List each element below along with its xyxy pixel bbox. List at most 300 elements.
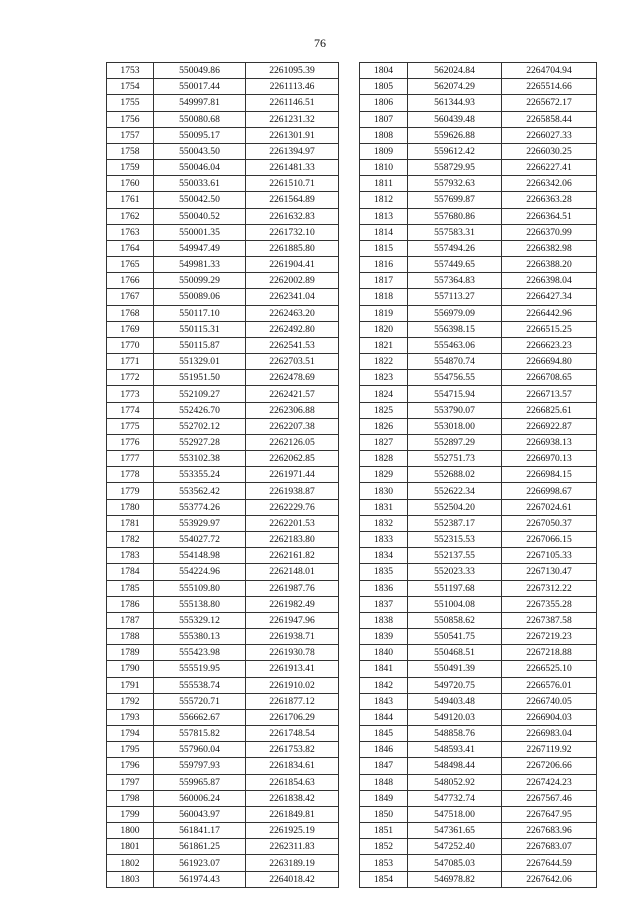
- table-row: [360, 871, 597, 887]
- table-row: [107, 337, 339, 353]
- point-number-cell: 1838: [360, 612, 408, 628]
- table-row: [360, 531, 597, 547]
- x-coordinate-cell: 549403.48: [408, 693, 502, 709]
- y-coordinate-cell: 2267105.33: [502, 548, 597, 564]
- y-coordinate-cell: 2266515.25: [502, 321, 597, 337]
- x-coordinate-cell: 547085.03: [408, 855, 502, 871]
- y-coordinate-cell: 2261510.71: [246, 176, 339, 192]
- x-coordinate-cell: 549720.75: [408, 677, 502, 693]
- point-number-cell: 1769: [107, 321, 154, 337]
- table-row: [107, 418, 339, 434]
- page-number: 76: [314, 36, 326, 50]
- y-coordinate-cell: 2262478.69: [246, 370, 339, 386]
- y-coordinate-cell: 2267387.58: [502, 612, 597, 628]
- x-coordinate-cell: 557680.86: [408, 208, 502, 224]
- table-row: [360, 321, 597, 337]
- point-number-cell: 1809: [360, 143, 408, 159]
- point-number-cell: 1847: [360, 758, 408, 774]
- point-number-cell: 1814: [360, 224, 408, 240]
- point-number-cell: 1840: [360, 645, 408, 661]
- y-coordinate-cell: 2261925.19: [246, 823, 339, 839]
- table-row: [107, 499, 339, 515]
- point-number-cell: 1762: [107, 208, 154, 224]
- y-coordinate-cell: 2261849.81: [246, 806, 339, 822]
- y-coordinate-cell: 2262002.89: [246, 273, 339, 289]
- y-coordinate-cell: 2267050.37: [502, 515, 597, 531]
- x-coordinate-cell: 552387.17: [408, 515, 502, 531]
- x-coordinate-cell: 557494.26: [408, 240, 502, 256]
- table-row: [107, 871, 339, 887]
- y-coordinate-cell: 2267219.23: [502, 629, 597, 645]
- table-row: [360, 693, 597, 709]
- y-coordinate-cell: 2266030.25: [502, 143, 597, 159]
- y-coordinate-cell: 2266364.51: [502, 208, 597, 224]
- x-coordinate-cell: 551951.50: [154, 370, 246, 386]
- table-row: [360, 354, 597, 370]
- y-coordinate-cell: 2266983.04: [502, 726, 597, 742]
- y-coordinate-cell: 2267567.46: [502, 790, 597, 806]
- x-coordinate-cell: 552702.12: [154, 418, 246, 434]
- x-coordinate-cell: 557932.63: [408, 176, 502, 192]
- table-row: [360, 451, 597, 467]
- y-coordinate-cell: 2267024.61: [502, 499, 597, 515]
- table-row: [360, 758, 597, 774]
- table-row: [360, 434, 597, 450]
- y-coordinate-cell: 2266708.65: [502, 370, 597, 386]
- table-row: [107, 580, 339, 596]
- x-coordinate-cell: 552315.53: [408, 531, 502, 547]
- table-row: [107, 257, 339, 273]
- y-coordinate-cell: 2261982.49: [246, 596, 339, 612]
- y-coordinate-cell: 2267424.23: [502, 774, 597, 790]
- y-coordinate-cell: 2266904.03: [502, 709, 597, 725]
- y-coordinate-cell: 2267355.28: [502, 596, 597, 612]
- y-coordinate-cell: 2264018.42: [246, 871, 339, 887]
- x-coordinate-cell: 561841.17: [154, 823, 246, 839]
- coordinates-table-right: [359, 62, 597, 888]
- x-coordinate-cell: 549997.81: [154, 95, 246, 111]
- table-row: [360, 208, 597, 224]
- x-coordinate-cell: 552504.20: [408, 499, 502, 515]
- table-row: [360, 95, 597, 111]
- point-number-cell: 1851: [360, 823, 408, 839]
- x-coordinate-cell: 554027.72: [154, 531, 246, 547]
- x-coordinate-cell: 550858.62: [408, 612, 502, 628]
- x-coordinate-cell: 550095.17: [154, 127, 246, 143]
- table-row: [360, 418, 597, 434]
- x-coordinate-cell: 555463.06: [408, 337, 502, 353]
- point-number-cell: 1827: [360, 434, 408, 450]
- point-number-cell: 1820: [360, 321, 408, 337]
- table-row: [107, 612, 339, 628]
- table-row: [360, 305, 597, 321]
- x-coordinate-cell: 550099.29: [154, 273, 246, 289]
- table-row: [107, 758, 339, 774]
- x-coordinate-cell: 550117.10: [154, 305, 246, 321]
- x-coordinate-cell: 553790.07: [408, 402, 502, 418]
- point-number-cell: 1798: [107, 790, 154, 806]
- point-number-cell: 1848: [360, 774, 408, 790]
- x-coordinate-cell: 547361.65: [408, 823, 502, 839]
- table-row: [107, 855, 339, 871]
- table-row: [360, 790, 597, 806]
- point-number-cell: 1812: [360, 192, 408, 208]
- point-number-cell: 1760: [107, 176, 154, 192]
- x-coordinate-cell: 550080.68: [154, 111, 246, 127]
- point-number-cell: 1765: [107, 257, 154, 273]
- x-coordinate-cell: 548052.92: [408, 774, 502, 790]
- y-coordinate-cell: 2267312.22: [502, 580, 597, 596]
- point-number-cell: 1845: [360, 726, 408, 742]
- y-coordinate-cell: 2267218.88: [502, 645, 597, 661]
- table-row: [107, 289, 339, 305]
- table-row: [107, 224, 339, 240]
- table-row: [360, 612, 597, 628]
- point-number-cell: 1817: [360, 273, 408, 289]
- x-coordinate-cell: 557449.65: [408, 257, 502, 273]
- point-number-cell: 1852: [360, 839, 408, 855]
- point-number-cell: 1830: [360, 483, 408, 499]
- point-number-cell: 1854: [360, 871, 408, 887]
- table-row: [360, 645, 597, 661]
- y-coordinate-cell: 2261971.44: [246, 467, 339, 483]
- y-coordinate-cell: 2261910.02: [246, 677, 339, 693]
- x-coordinate-cell: 559797.93: [154, 758, 246, 774]
- point-number-cell: 1810: [360, 160, 408, 176]
- point-number-cell: 1783: [107, 548, 154, 564]
- point-number-cell: 1756: [107, 111, 154, 127]
- x-coordinate-cell: 557815.82: [154, 726, 246, 742]
- table-row: [360, 839, 597, 855]
- y-coordinate-cell: 2266382.98: [502, 240, 597, 256]
- y-coordinate-cell: 2266740.05: [502, 693, 597, 709]
- x-coordinate-cell: 550049.86: [154, 63, 246, 79]
- y-coordinate-cell: 2261838.42: [246, 790, 339, 806]
- table-row: [360, 370, 597, 386]
- x-coordinate-cell: 555538.74: [154, 677, 246, 693]
- y-coordinate-cell: 2262703.51: [246, 354, 339, 370]
- x-coordinate-cell: 552927.28: [154, 434, 246, 450]
- y-coordinate-cell: 2266398.04: [502, 273, 597, 289]
- point-number-cell: 1794: [107, 726, 154, 742]
- x-coordinate-cell: 559612.42: [408, 143, 502, 159]
- x-coordinate-cell: 559626.88: [408, 127, 502, 143]
- point-number-cell: 1781: [107, 515, 154, 531]
- table-row: [107, 127, 339, 143]
- y-coordinate-cell: 2266938.13: [502, 434, 597, 450]
- table-row: [360, 289, 597, 305]
- x-coordinate-cell: 557364.83: [408, 273, 502, 289]
- y-coordinate-cell: 2261930.78: [246, 645, 339, 661]
- x-coordinate-cell: 552426.70: [154, 402, 246, 418]
- y-coordinate-cell: 2266576.01: [502, 677, 597, 693]
- point-number-cell: 1753: [107, 63, 154, 79]
- x-coordinate-cell: 551329.01: [154, 354, 246, 370]
- table-row: [360, 515, 597, 531]
- point-number-cell: 1835: [360, 564, 408, 580]
- x-coordinate-cell: 553562.42: [154, 483, 246, 499]
- point-number-cell: 1772: [107, 370, 154, 386]
- table-body: [360, 63, 597, 888]
- x-coordinate-cell: 550040.52: [154, 208, 246, 224]
- point-number-cell: 1825: [360, 402, 408, 418]
- y-coordinate-cell: 2262201.53: [246, 515, 339, 531]
- y-coordinate-cell: 2262148.01: [246, 564, 339, 580]
- x-coordinate-cell: 550541.75: [408, 629, 502, 645]
- y-coordinate-cell: 2262183.80: [246, 531, 339, 547]
- x-coordinate-cell: 554756.55: [408, 370, 502, 386]
- y-coordinate-cell: 2261748.54: [246, 726, 339, 742]
- point-number-cell: 1815: [360, 240, 408, 256]
- x-coordinate-cell: 551197.68: [408, 580, 502, 596]
- table-row: [360, 192, 597, 208]
- y-coordinate-cell: 2262126.05: [246, 434, 339, 450]
- y-coordinate-cell: 2267647.95: [502, 806, 597, 822]
- table-row: [360, 580, 597, 596]
- table-row: [360, 257, 597, 273]
- y-coordinate-cell: 2267683.96: [502, 823, 597, 839]
- point-number-cell: 1800: [107, 823, 154, 839]
- point-number-cell: 1755: [107, 95, 154, 111]
- table-row: [360, 499, 597, 515]
- table-body: [107, 63, 339, 888]
- x-coordinate-cell: 561861.25: [154, 839, 246, 855]
- table-row: [360, 240, 597, 256]
- table-row: [360, 596, 597, 612]
- x-coordinate-cell: 548858.76: [408, 726, 502, 742]
- x-coordinate-cell: 556398.15: [408, 321, 502, 337]
- x-coordinate-cell: 546978.82: [408, 871, 502, 887]
- x-coordinate-cell: 554870.74: [408, 354, 502, 370]
- table-row: [360, 823, 597, 839]
- x-coordinate-cell: 550468.51: [408, 645, 502, 661]
- point-number-cell: 1786: [107, 596, 154, 612]
- point-number-cell: 1821: [360, 337, 408, 353]
- x-coordinate-cell: 550089.06: [154, 289, 246, 305]
- table-row: [360, 127, 597, 143]
- y-coordinate-cell: 2261938.71: [246, 629, 339, 645]
- table-row: [107, 208, 339, 224]
- point-number-cell: 1773: [107, 386, 154, 402]
- y-coordinate-cell: 2261632.83: [246, 208, 339, 224]
- point-number-cell: 1774: [107, 402, 154, 418]
- table-row: [107, 645, 339, 661]
- table-row: [360, 160, 597, 176]
- table-row: [107, 160, 339, 176]
- y-coordinate-cell: 2261913.41: [246, 661, 339, 677]
- x-coordinate-cell: 557699.87: [408, 192, 502, 208]
- table-row: [360, 677, 597, 693]
- x-coordinate-cell: 552023.33: [408, 564, 502, 580]
- coordinates-table-left: [106, 62, 339, 888]
- point-number-cell: 1806: [360, 95, 408, 111]
- y-coordinate-cell: 2262341.04: [246, 289, 339, 305]
- table-row: [360, 273, 597, 289]
- x-coordinate-cell: 547732.74: [408, 790, 502, 806]
- y-coordinate-cell: 2267130.47: [502, 564, 597, 580]
- y-coordinate-cell: 2261877.12: [246, 693, 339, 709]
- point-number-cell: 1775: [107, 418, 154, 434]
- point-number-cell: 1770: [107, 337, 154, 353]
- table-row: [107, 564, 339, 580]
- point-number-cell: 1824: [360, 386, 408, 402]
- x-coordinate-cell: 549981.33: [154, 257, 246, 273]
- x-coordinate-cell: 550115.31: [154, 321, 246, 337]
- x-coordinate-cell: 558729.95: [408, 160, 502, 176]
- table-row: [360, 548, 597, 564]
- y-coordinate-cell: 2267642.06: [502, 871, 597, 887]
- point-number-cell: 1785: [107, 580, 154, 596]
- point-number-cell: 1811: [360, 176, 408, 192]
- point-number-cell: 1829: [360, 467, 408, 483]
- y-coordinate-cell: 2264704.94: [502, 63, 597, 79]
- y-coordinate-cell: 2261753.82: [246, 742, 339, 758]
- y-coordinate-cell: 2266342.06: [502, 176, 597, 192]
- x-coordinate-cell: 560043.97: [154, 806, 246, 822]
- table-row: [107, 548, 339, 564]
- y-coordinate-cell: 2261231.32: [246, 111, 339, 127]
- table-row: [107, 386, 339, 402]
- y-coordinate-cell: 2267119.92: [502, 742, 597, 758]
- point-number-cell: 1754: [107, 79, 154, 95]
- table-row: [360, 564, 597, 580]
- table-row: [107, 531, 339, 547]
- point-number-cell: 1791: [107, 677, 154, 693]
- y-coordinate-cell: 2261904.41: [246, 257, 339, 273]
- table-row: [107, 483, 339, 499]
- point-number-cell: 1779: [107, 483, 154, 499]
- x-coordinate-cell: 549120.03: [408, 709, 502, 725]
- point-number-cell: 1797: [107, 774, 154, 790]
- table-row: [107, 354, 339, 370]
- point-number-cell: 1766: [107, 273, 154, 289]
- table-row: [107, 467, 339, 483]
- point-number-cell: 1849: [360, 790, 408, 806]
- point-number-cell: 1837: [360, 596, 408, 612]
- table-row: [360, 111, 597, 127]
- point-number-cell: 1793: [107, 709, 154, 725]
- table-row: [107, 629, 339, 645]
- table-row: [360, 774, 597, 790]
- y-coordinate-cell: 2261394.97: [246, 143, 339, 159]
- x-coordinate-cell: 553929.97: [154, 515, 246, 531]
- table-row: [107, 79, 339, 95]
- point-number-cell: 1801: [107, 839, 154, 855]
- point-number-cell: 1767: [107, 289, 154, 305]
- table-row: [360, 386, 597, 402]
- y-coordinate-cell: 2266370.99: [502, 224, 597, 240]
- table-row: [107, 823, 339, 839]
- y-coordinate-cell: 2261732.10: [246, 224, 339, 240]
- point-number-cell: 1795: [107, 742, 154, 758]
- x-coordinate-cell: 552109.27: [154, 386, 246, 402]
- x-coordinate-cell: 561974.43: [154, 871, 246, 887]
- point-number-cell: 1759: [107, 160, 154, 176]
- x-coordinate-cell: 550042.50: [154, 192, 246, 208]
- y-coordinate-cell: 2266825.61: [502, 402, 597, 418]
- x-coordinate-cell: 560006.24: [154, 790, 246, 806]
- x-coordinate-cell: 551004.08: [408, 596, 502, 612]
- x-coordinate-cell: 550491.39: [408, 661, 502, 677]
- table-row: [360, 709, 597, 725]
- point-number-cell: 1787: [107, 612, 154, 628]
- y-coordinate-cell: 2267206.66: [502, 758, 597, 774]
- x-coordinate-cell: 561344.93: [408, 95, 502, 111]
- table-row: [107, 273, 339, 289]
- table-row: [360, 143, 597, 159]
- y-coordinate-cell: 2266694.80: [502, 354, 597, 370]
- x-coordinate-cell: 552897.29: [408, 434, 502, 450]
- x-coordinate-cell: 552688.02: [408, 467, 502, 483]
- point-number-cell: 1832: [360, 515, 408, 531]
- y-coordinate-cell: 2266922.87: [502, 418, 597, 434]
- y-coordinate-cell: 2262463.20: [246, 305, 339, 321]
- x-coordinate-cell: 550115.87: [154, 337, 246, 353]
- table-row: [107, 192, 339, 208]
- table-row: [360, 806, 597, 822]
- point-number-cell: 1802: [107, 855, 154, 871]
- x-coordinate-cell: 556662.67: [154, 709, 246, 725]
- y-coordinate-cell: 2266525.10: [502, 661, 597, 677]
- y-coordinate-cell: 2266970.13: [502, 451, 597, 467]
- y-coordinate-cell: 2266713.57: [502, 386, 597, 402]
- y-coordinate-cell: 2261885.80: [246, 240, 339, 256]
- x-coordinate-cell: 550043.50: [154, 143, 246, 159]
- table-row: [107, 790, 339, 806]
- point-number-cell: 1831: [360, 499, 408, 515]
- x-coordinate-cell: 550017.44: [154, 79, 246, 95]
- y-coordinate-cell: 2262207.38: [246, 418, 339, 434]
- x-coordinate-cell: 553018.00: [408, 418, 502, 434]
- x-coordinate-cell: 552751.73: [408, 451, 502, 467]
- x-coordinate-cell: 553355.24: [154, 467, 246, 483]
- table-row: [107, 709, 339, 725]
- x-coordinate-cell: 555138.80: [154, 596, 246, 612]
- table-row: [107, 240, 339, 256]
- table-row: [107, 111, 339, 127]
- point-number-cell: 1758: [107, 143, 154, 159]
- y-coordinate-cell: 2265672.17: [502, 95, 597, 111]
- y-coordinate-cell: 2261706.29: [246, 709, 339, 725]
- x-coordinate-cell: 547518.00: [408, 806, 502, 822]
- x-coordinate-cell: 562024.84: [408, 63, 502, 79]
- y-coordinate-cell: 2261564.89: [246, 192, 339, 208]
- y-coordinate-cell: 2261481.33: [246, 160, 339, 176]
- y-coordinate-cell: 2261947.96: [246, 612, 339, 628]
- y-coordinate-cell: 2265514.66: [502, 79, 597, 95]
- y-coordinate-cell: 2262161.82: [246, 548, 339, 564]
- y-coordinate-cell: 2266388.20: [502, 257, 597, 273]
- x-coordinate-cell: 548498.44: [408, 758, 502, 774]
- point-number-cell: 1780: [107, 499, 154, 515]
- x-coordinate-cell: 555720.71: [154, 693, 246, 709]
- point-number-cell: 1792: [107, 693, 154, 709]
- x-coordinate-cell: 560439.48: [408, 111, 502, 127]
- point-number-cell: 1834: [360, 548, 408, 564]
- table-row: [107, 726, 339, 742]
- y-coordinate-cell: 2261938.87: [246, 483, 339, 499]
- x-coordinate-cell: 555423.98: [154, 645, 246, 661]
- point-number-cell: 1808: [360, 127, 408, 143]
- point-number-cell: 1788: [107, 629, 154, 645]
- point-number-cell: 1757: [107, 127, 154, 143]
- point-number-cell: 1761: [107, 192, 154, 208]
- point-number-cell: 1768: [107, 305, 154, 321]
- point-number-cell: 1771: [107, 354, 154, 370]
- y-coordinate-cell: 2262229.76: [246, 499, 339, 515]
- point-number-cell: 1776: [107, 434, 154, 450]
- y-coordinate-cell: 2266027.33: [502, 127, 597, 143]
